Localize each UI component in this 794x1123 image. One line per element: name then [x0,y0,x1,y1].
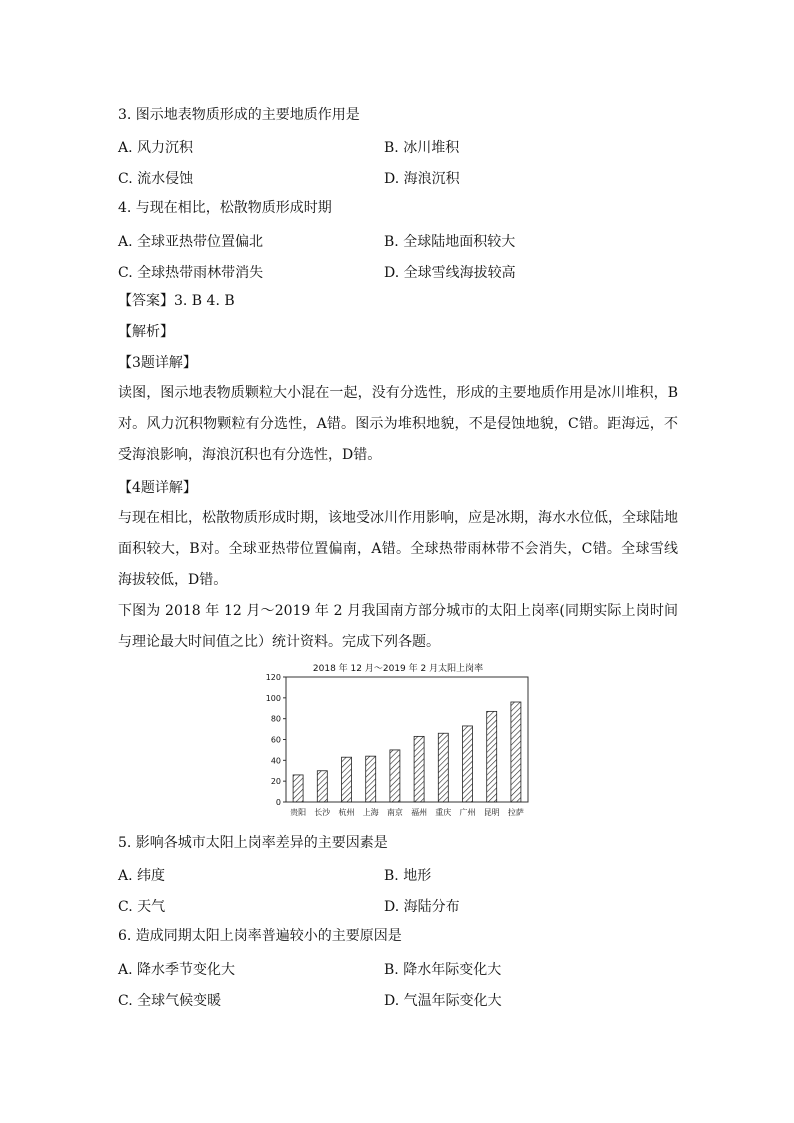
x-category-label: 南京 [386,808,403,817]
y-tick-label: 100 [265,693,281,703]
bar-广州 [463,726,473,802]
q3-option-a: A. 风力沉积 [118,140,194,156]
y-tick-label: 40 [270,756,281,766]
sunshine-rate-chart [262,660,534,822]
q3-detail-label: 【3题详解】 [118,355,197,371]
x-category-label: 贵阳 [290,808,307,817]
bar-杭州 [342,757,352,802]
y-tick-label: 80 [270,714,281,724]
bar-长沙 [317,771,327,802]
x-category-label: 福州 [411,808,428,817]
x-category-label: 重庆 [435,808,452,817]
q5-stem: 5. 影响各城市太阳上岗率差异的主要因素是 [118,835,388,851]
q4-option-c: C. 全球热带雨林带消失 [118,265,264,281]
bar-上海 [366,756,376,802]
q5-option-d: D. 海陆分布 [384,899,460,915]
y-tick-label: 120 [265,673,281,682]
q4-stem: 4. 与现在相比，松散物质形成时期 [118,200,332,216]
bar-拉萨 [511,702,521,802]
bar-chart-svg [262,660,534,822]
q3-detail-text: 读图，图示地表物质颗粒大小混在一起，没有分选性，形成的主要地质作用是冰川堆积，B对。风力沉积物颗粒有分选性，A错。图示为堆积地貌，不是侵蚀地貌，C错。距海远，不受海浪影响，海浪沉积也有分选性，D错。 [118,385,678,463]
analysis-label: 【解析】 [118,324,174,340]
x-category-label: 长沙 [314,808,331,817]
bar-重庆 [438,733,448,802]
q3-option-d: D. 海浪沉积 [384,171,460,187]
q4-option-a: A. 全球亚热带位置偏北 [118,234,264,250]
x-category-label: 杭州 [338,808,355,817]
q6-option-b: B. 降水年际变化大 [384,962,502,978]
intro-text: 下图为 2018 年 12 月～2019 年 2 月我国南方部分城市的太阳上岗率(同期实际上岗时间与理论最大时间值之比）统计资料。完成下列各题。 [118,603,678,650]
q5-option-b: B. 地形 [384,868,432,884]
x-category-label: 广州 [459,808,476,817]
q3-option-c: C. 流水侵蚀 [118,171,194,187]
q6-option-a: A. 降水季节变化大 [118,962,236,978]
x-category-label: 上海 [362,808,379,817]
y-tick-label: 20 [270,777,281,787]
q4-option-b: B. 全球陆地面积较大 [384,234,516,250]
q6-option-c: C. 全球气候变暖 [118,993,222,1009]
x-category-label: 拉萨 [507,808,524,817]
bar-贵阳 [293,775,303,802]
q4-option-d: D. 全球雪线海拔较高 [384,265,516,281]
q6-stem: 6. 造成同期太阳上岗率普遍较小的主要原因是 [118,928,402,944]
q5-option-c: C. 天气 [118,899,166,915]
q3-option-b: B. 冰川堆积 [384,140,460,156]
bar-昆明 [487,711,497,802]
q4-detail-text: 与现在相比，松散物质形成时期，该地受冰川作用影响，应是冰期，海水水位低，全球陆地面积较大，B对。全球亚热带位置偏南，A错。全球热带雨林带不会消失，C错。全球雪线海拔较低，D错。 [118,510,678,588]
chart-title: 2018 年 12 月～2019 年 2 月太阳上岗率 [312,664,484,674]
answer-line: 【答案】3. B 4. B [118,293,235,309]
y-tick-label: 0 [275,798,281,807]
q4-detail-label: 【4题详解】 [118,480,197,496]
x-category-label: 昆明 [483,808,500,817]
bar-南京 [390,750,400,802]
y-tick-label: 60 [270,735,281,745]
q6-option-d: D. 气温年际变化大 [384,993,502,1009]
q5-option-a: A. 纬度 [118,868,166,884]
bar-福州 [414,736,424,802]
q3-stem: 3. 图示地表物质形成的主要地质作用是 [118,107,360,123]
